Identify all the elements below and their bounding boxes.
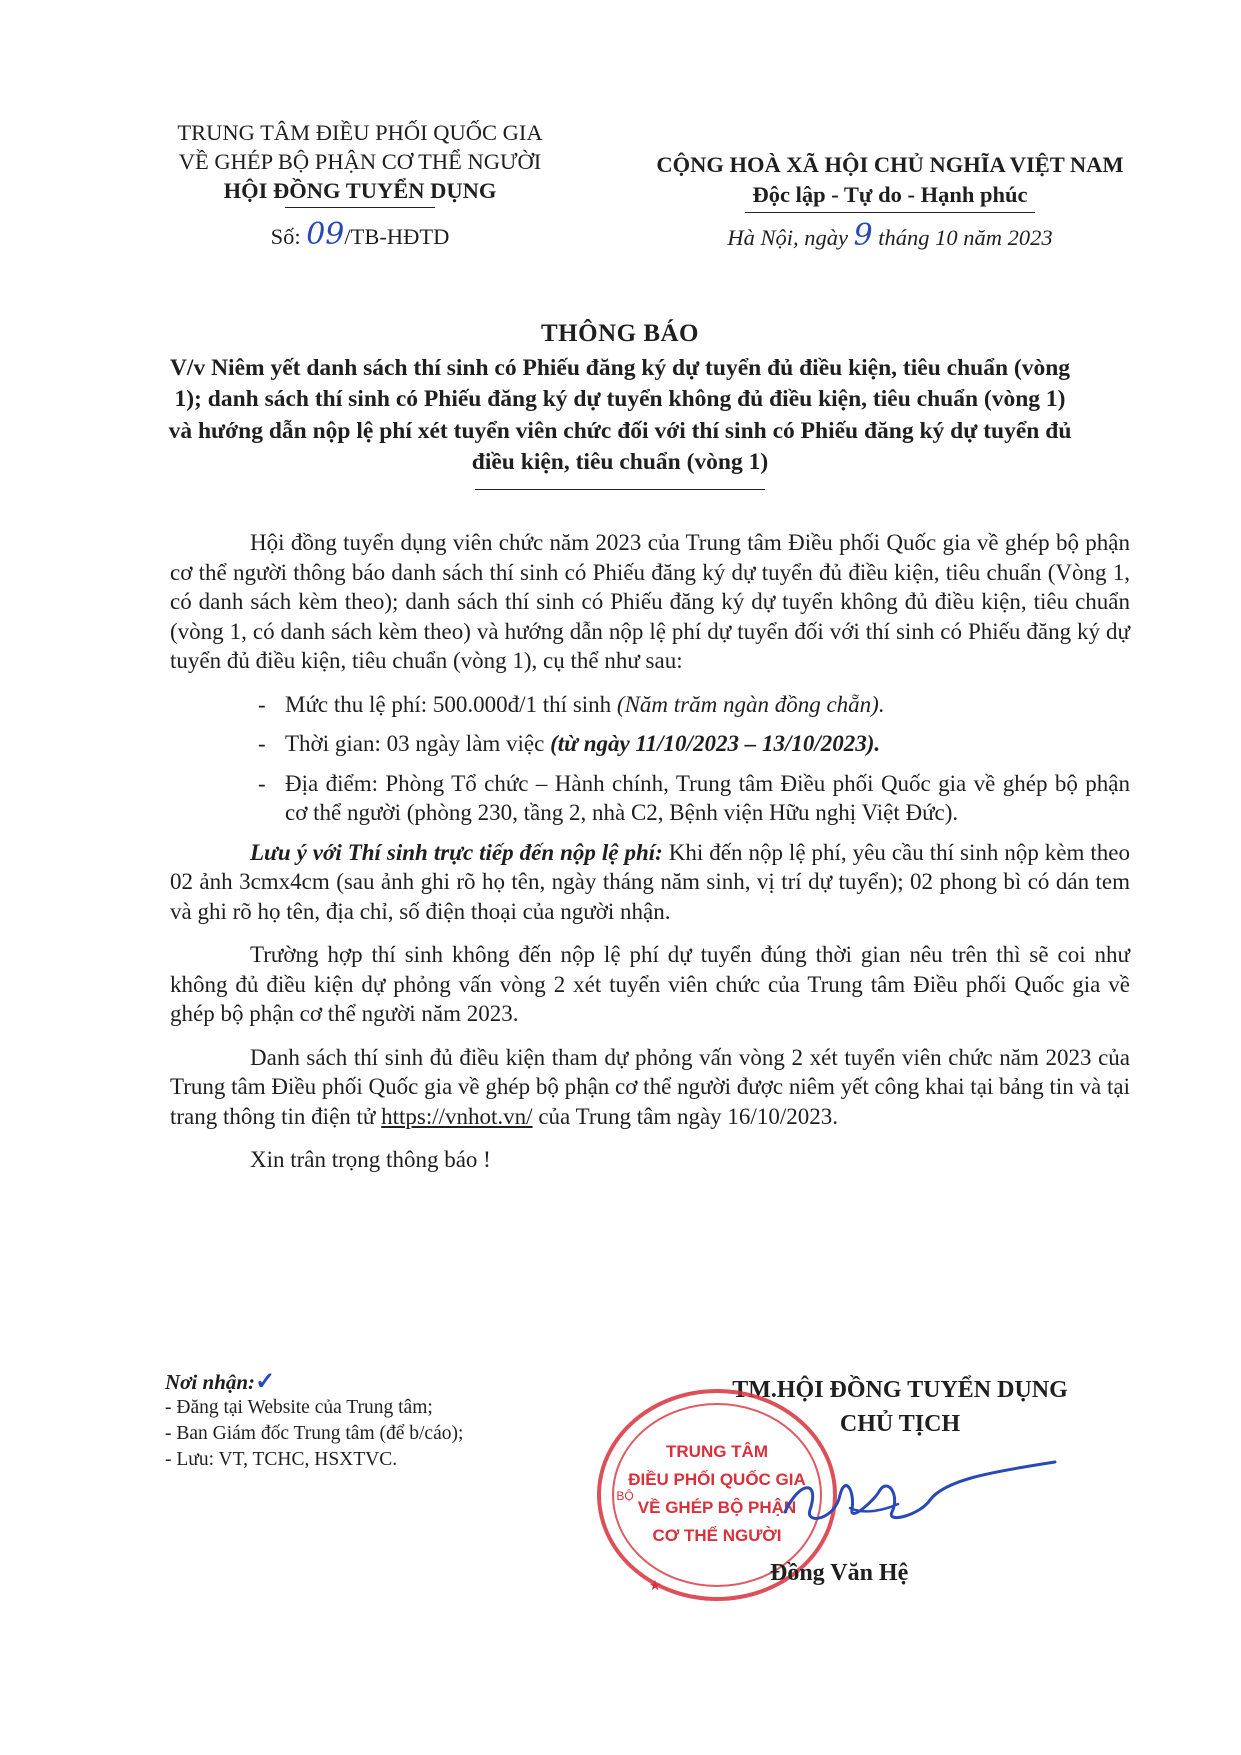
note-label: Lưu ý với Thí sinh trực tiếp đến nộp lệ phí: [250, 839, 663, 865]
seal-text-line2: ĐIỀU PHỐI QUỐC GIA [628, 1470, 806, 1489]
seal-star-icon: ★ [648, 1578, 662, 1594]
note-text: Khi đến nộp lệ phí, yêu cầu thí sinh nộp kèm theo 02 ảnh 3cmx4cm (sau ảnh ghi rõ họ tên, ngày tháng năm sinh, vị trí dự tuyển); 02 phong bì có dán tem và ghi rõ họ tên, địa chỉ, số điện thoại của người nhận. [170, 839, 1130, 924]
fee-in-words: (Năm trăm ngàn đồng chẵn). [616, 691, 885, 717]
doc-number-prefix: Số: [270, 224, 301, 249]
publication-text: Danh sách thí sinh đủ điều kiện tham dự phỏng vấn vòng 2 xét tuyển viên chức năm 2023 của Trung tâm Điều phối Quốc gia về ghép bộ phận cơ thể người được niêm yết công khai tại bảng tin và tại trang thông tin điện tử [170, 1044, 1130, 1129]
date-day-handwritten: 9 [853, 218, 873, 253]
issuing-organization [150, 118, 570, 251]
bullet-dash: - [258, 770, 266, 796]
publication-text-end: của Trung tâm ngày 16/10/2023. [538, 1103, 838, 1129]
handwritten-check-mark: ✓ [255, 1366, 276, 1395]
national-header [610, 150, 1170, 253]
place-text: Địa điểm: Phòng Tổ chức – Hành chính, Trung tâm Điều phối Quốc gia về ghép bộ phận cơ thể người (phòng 230, tầng 2, nhà C2, Bệnh viện Hữu nghị Việt Đức). [285, 770, 1130, 825]
bullet-dash: - [258, 731, 266, 756]
header-rule [285, 207, 435, 208]
seal-text-line3: VỀ GHÉP BỘ PHẬN [637, 1498, 797, 1517]
signatory-position: CHỦ TỊCH [839, 1411, 961, 1437]
org-name-line1: TRUNG TÂM ĐIỀU PHỐI QUỐC GIA [177, 120, 543, 145]
intro-paragraph: Hội đồng tuyển dụng viên chức năm 2023 của Trung tâm Điều phối Quốc gia về ghép bộ phận cơ thể người thông báo danh sách thí sinh có Phiếu đăng ký dự tuyển đủ điều kiện, tiêu chuẩn (Vòng 1, có danh sách kèm theo); danh sách thí sinh có Phiếu đăng ký dự tuyển không đủ điều kiện, tiêu chuẩn (vòng 1, có danh sách kèm theo) và hướng dẫn nộp lệ phí dự tuyển đối với thí sinh có Phiếu đăng ký dự tuyển đủ điều kiện, tiêu chuẩn (vòng 1), cụ thể như sau: [170, 530, 1130, 673]
bullet-dash: - [258, 691, 266, 717]
motto: Độc lập - Tự do - Hạnh phúc [752, 182, 1028, 207]
website-link[interactable]: https://vnhot.vn/ [381, 1103, 533, 1129]
notice-title-block [165, 318, 1075, 490]
time-range: (từ ngày 11/10/2023 – 13/10/2023). [550, 731, 881, 756]
notice-title: THÔNG BÁO [541, 320, 699, 347]
closing-line: Xin trân trọng thông báo ! [250, 1147, 491, 1172]
recipients-heading-text: Nơi nhận: [165, 1370, 256, 1394]
fee-text: Mức thu lệ phí: 500.000đ/1 thí sinh [285, 691, 612, 717]
seal-side-text: BỘ [616, 1489, 634, 1503]
recipients-heading [165, 1368, 605, 1395]
motto-rule [745, 212, 1035, 213]
seal-text-line1: TRUNG TÂM [666, 1442, 768, 1461]
list-item-time [170, 729, 1130, 759]
recipient-item: - Đăng tại Website của Trung tâm; [165, 1397, 433, 1418]
notice-subject: V/v Niêm yết danh sách thí sinh có Phiếu đăng ký dự tuyển đủ điều kiện, tiêu chuẩn (vòng 1); danh sách thí sinh có Phiếu đăng ký dự tuyển không đủ điều kiện, tiêu chuẩn (vòng 1) và hướng dẫn nộp lệ phí xét tuyển viên chức đối với thí sinh có Phiếu đăng ký dự tuyển đủ điều kiện, tiêu chuẩn (vòng 1) [168, 354, 1072, 475]
signatory-title: TM.HỘI ĐỒNG TUYỂN DỤNG [732, 1377, 1068, 1403]
doc-number-suffix: /TB-HĐTD [344, 224, 450, 249]
time-text: Thời gian: 03 ngày làm việc [285, 731, 545, 756]
date-prefix: Hà Nội, ngày [727, 225, 848, 250]
recipient-item: - Lưu: VT, TCHC, HSXTVC. [165, 1449, 398, 1470]
document-number [150, 217, 570, 252]
issue-date [610, 218, 1170, 253]
handwritten-signature [780, 1460, 1060, 1540]
note-paragraph [170, 838, 1130, 927]
notice-body [170, 528, 1130, 1189]
council-name: HỘI ĐỒNG TUYỂN DỤNG [223, 178, 497, 203]
doc-number-handwritten: 09 [306, 217, 345, 252]
signatory-name: Đồng Văn Hệ [770, 1560, 909, 1586]
date-suffix: tháng 10 năm 2023 [878, 225, 1053, 250]
absence-paragraph: Trường hợp thí sinh không đến nộp lệ phí dự tuyển đúng thời gian nêu trên thì sẽ coi như không đủ điều kiện dự phỏng vấn vòng 2 xét tuyển viên chức của Trung tâm Điều phối Quốc gia về ghép bộ phận cơ thể người năm 2023. [170, 942, 1130, 1026]
recipient-item: - Ban Giám đốc Trung tâm (để b/cáo); [165, 1423, 464, 1444]
publication-paragraph [170, 1043, 1130, 1132]
list-item-fee [170, 690, 1130, 720]
seal-text-line4: CƠ THỂ NGƯỜI [652, 1526, 782, 1545]
recipients-block [165, 1368, 605, 1473]
list-item-place [170, 769, 1130, 828]
org-name-line2: VỀ GHÉP BỘ PHẬN CƠ THỂ NGƯỜI [178, 149, 542, 174]
title-rule [475, 489, 765, 490]
republic-name: CỘNG HOÀ XÃ HỘI CHỦ NGHĨA VIỆT NAM [656, 152, 1124, 177]
details-list [170, 690, 1130, 828]
